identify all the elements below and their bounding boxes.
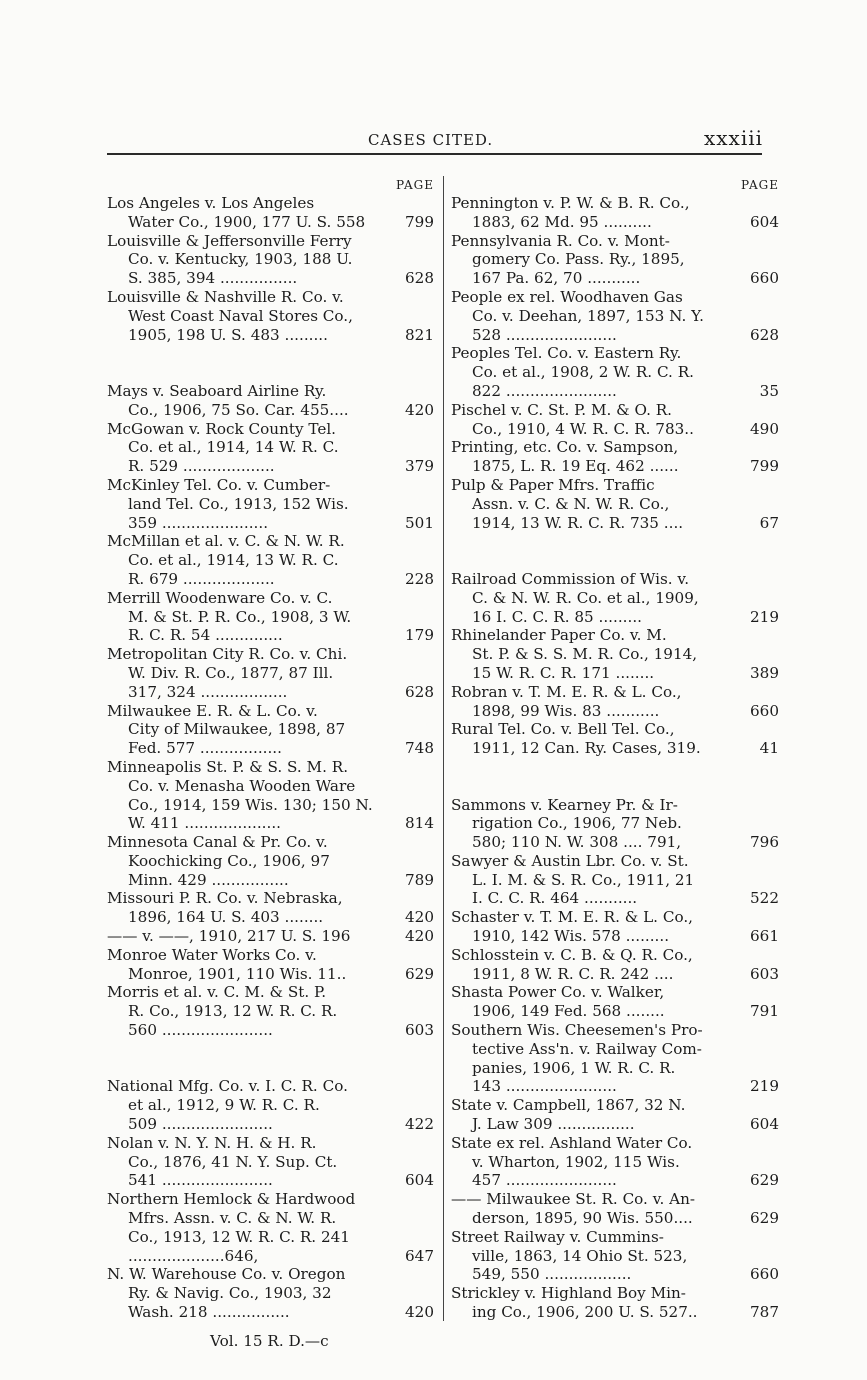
case-citation-line	[107, 1096, 438, 1115]
case-citation-line	[107, 833, 438, 852]
page-reference: 35	[759, 381, 779, 400]
page-reference: 219	[750, 1077, 779, 1096]
case-citation-line	[107, 720, 438, 739]
citation-text: 317, 324 ..................	[128, 682, 288, 701]
citation-text: Water Co., 1900, 177 U. S. 558	[128, 212, 366, 231]
case-citation-line	[451, 1059, 779, 1078]
page-reference: 629	[750, 1209, 779, 1228]
case-citation-line	[107, 1134, 438, 1153]
citation-text: land Tel. Co., 1913, 152 Wis.	[128, 494, 349, 513]
case-citation-line	[451, 514, 779, 533]
page-reference: 604	[750, 1115, 779, 1134]
page-reference: 660	[750, 701, 779, 720]
page-reference: 821	[405, 325, 434, 344]
citation-text: Wash. 218 ................	[128, 1303, 290, 1322]
citation-text: Louisville & Nashville R. Co. v.	[107, 287, 344, 306]
case-citation-line	[107, 608, 438, 627]
citation-text: W. 411 ....................	[128, 814, 281, 833]
page-reference: 604	[750, 212, 779, 231]
case-citation-line	[451, 908, 779, 927]
case-citation-line	[107, 1303, 438, 1322]
letter-section-gap	[107, 344, 438, 382]
citation-text: rigation Co., 1906, 77 Neb.	[472, 814, 682, 833]
citation-text: Shasta Power Co. v. Walker,	[451, 983, 665, 1002]
citation-text: —— Milwaukee St. R. Co. v. An-	[451, 1190, 696, 1209]
case-citation-line	[107, 476, 438, 495]
citation-text: 1898, 99 Wis. 83 ...........	[472, 701, 660, 720]
case-citation-line	[451, 420, 779, 439]
citation-text: Printing, etc. Co. v. Sampson,	[451, 438, 679, 457]
case-citation-line	[107, 1021, 438, 1040]
citation-text: Sawyer & Austin Lbr. Co. v. St.	[451, 851, 689, 870]
citation-text: S. 385, 394 ................	[128, 269, 298, 288]
citation-text: L. I. M. & S. R. Co., 1911, 21	[472, 870, 695, 889]
page-number: xxxiii	[704, 126, 764, 150]
case-citation-line	[451, 664, 779, 683]
page-reference: 522	[750, 889, 779, 908]
page-reference: 420	[405, 927, 434, 946]
page-reference: 41	[759, 739, 779, 758]
case-citation-line	[451, 1021, 779, 1040]
case-citation-line	[107, 401, 438, 420]
case-citation-line	[107, 288, 438, 307]
citation-text: McKinley Tel. Co. v. Cumber-	[107, 475, 331, 494]
letter-section-gap	[451, 532, 779, 570]
case-citation-line	[451, 589, 779, 608]
citation-text: 457 .......................	[472, 1171, 617, 1190]
page-reference: 660	[750, 269, 779, 288]
column-divider	[443, 176, 444, 1321]
case-citation-line	[107, 420, 438, 439]
page-reference: 490	[750, 419, 779, 438]
page-reference: 179	[405, 626, 434, 645]
citation-text: Co., 1913, 12 W. R. C. R. 241	[128, 1227, 350, 1246]
letter-section-gap	[451, 758, 779, 796]
case-citation-line	[451, 307, 779, 326]
citation-text: Missouri P. R. Co. v. Nebraska,	[107, 889, 343, 908]
page-reference: 389	[750, 663, 779, 682]
citation-text: 580; 110 N. W. 308 .... 791,	[472, 833, 682, 852]
case-citation-line	[451, 476, 779, 495]
citation-text: 528 .......................	[472, 325, 617, 344]
citation-text: Los Angeles v. Los Angeles	[107, 194, 315, 212]
letter-section-gap	[107, 1040, 438, 1078]
case-citation-line	[451, 702, 779, 721]
citation-text: ing Co., 1906, 200 U. S. 527..	[472, 1303, 698, 1322]
case-citation-line	[451, 1209, 779, 1228]
running-head-title: CASES CITED.	[368, 131, 494, 149]
case-citation-line	[107, 814, 438, 833]
page-reference: 796	[750, 833, 779, 852]
page-reference: 791	[750, 1002, 779, 1021]
citation-text: 1906, 149 Fed. 568 ........	[472, 1002, 665, 1021]
citation-text: ....................646,	[128, 1246, 259, 1265]
citation-text: Schlosstein v. C. B. & Q. R. Co.,	[451, 945, 693, 964]
page-reference: 603	[750, 964, 779, 983]
page-column-label: PAGE	[396, 178, 434, 192]
page-reference: 787	[750, 1303, 779, 1322]
citation-text: Railroad Commission of Wis. v.	[451, 569, 690, 588]
case-citation-line	[107, 664, 438, 683]
case-citation-line	[451, 852, 779, 871]
case-citation-line	[107, 1284, 438, 1303]
citation-text: v. Wharton, 1902, 115 Wis.	[472, 1152, 680, 1171]
case-citation-line	[451, 796, 779, 815]
citation-text: West Coast Naval Stores Co.,	[128, 306, 353, 325]
citation-text: R. 679 ...................	[128, 569, 275, 588]
case-citation-line	[107, 438, 438, 457]
page-reference: 604	[405, 1171, 434, 1190]
case-citation-line	[107, 514, 438, 533]
citation-text: Metropolitan City R. Co. v. Chi.	[107, 645, 348, 664]
case-citation-line	[107, 702, 438, 721]
case-citation-line	[451, 1002, 779, 1021]
citation-text: Schaster v. T. M. E. R. & L. Co.,	[451, 908, 693, 927]
citation-text: 822 .......................	[472, 381, 617, 400]
citation-text: Co., 1906, 75 So. Car. 455....	[128, 400, 349, 419]
citation-text: Southern Wis. Cheesemen's Pro-	[451, 1021, 703, 1040]
citation-text: Pennington v. P. W. & B. R. Co.,	[451, 194, 690, 212]
citation-text: Ry. & Navig. Co., 1903, 32	[128, 1284, 332, 1303]
citation-text: 549, 550 ..................	[472, 1265, 632, 1284]
case-citation-line	[107, 758, 438, 777]
case-citation-line	[451, 457, 779, 476]
page-reference: 603	[405, 1021, 434, 1040]
case-citation-line	[451, 363, 779, 382]
case-citation-line	[451, 1228, 779, 1247]
citation-text: 1910, 142 Wis. 578 .........	[472, 927, 670, 946]
page-reference: 748	[405, 739, 434, 758]
citation-text: Louisville & Jeffersonville Ferry	[107, 231, 352, 250]
header-rule	[107, 153, 762, 155]
citation-text: Co., 1876, 41 N. Y. Sup. Ct.	[128, 1152, 338, 1171]
citation-text: 143 .......................	[472, 1077, 617, 1096]
citation-text: People ex rel. Woodhaven Gas	[451, 287, 683, 306]
citation-text: —— v. ——, 1910, 217 U. S. 196	[107, 927, 351, 946]
case-citation-line	[107, 551, 438, 570]
case-citation-line	[107, 307, 438, 326]
citation-text: Rhinelander Paper Co. v. M.	[451, 626, 667, 645]
citation-text: Merrill Woodenware Co. v. C.	[107, 588, 333, 607]
case-citation-line	[451, 213, 779, 232]
page-reference: 228	[405, 569, 434, 588]
case-citation-line	[107, 983, 438, 1002]
citation-text: 560 .......................	[128, 1021, 273, 1040]
citation-text: Co. et al., 1908, 2 W. R. C. R.	[472, 363, 694, 382]
page-reference: 629	[750, 1171, 779, 1190]
case-citation-line	[107, 1115, 438, 1134]
citation-text: Sammons v. Kearney Pr. & Ir-	[451, 795, 678, 814]
citation-text: Milwaukee E. R. & L. Co. v.	[107, 701, 318, 720]
citation-text: ville, 1863, 14 Ohio St. 523,	[472, 1246, 688, 1265]
case-citation-line	[451, 269, 779, 288]
case-citation-line	[107, 1077, 438, 1096]
case-citation-line	[451, 194, 779, 213]
citation-text: McGowan v. Rock County Tel.	[107, 419, 337, 438]
citation-text: Co. et al., 1914, 13 W. R. C.	[128, 551, 339, 570]
citation-text: Robran v. T. M. E. R. & L. Co.,	[451, 682, 682, 701]
page-reference: 420	[405, 1303, 434, 1322]
citation-text: W. Div. R. Co., 1877, 87 Ill.	[128, 663, 334, 682]
case-citation-line	[451, 720, 779, 739]
citation-text: 1911, 8 W. R. C. R. 242 ....	[472, 964, 674, 983]
page-reference: 814	[405, 814, 434, 833]
case-citation-line	[451, 608, 779, 627]
case-citation-line	[451, 288, 779, 307]
case-citation-line	[107, 1228, 438, 1247]
citation-text: Street Railway v. Cummins-	[451, 1227, 664, 1246]
citation-text: derson, 1895, 90 Wis. 550....	[472, 1209, 693, 1228]
page-reference: 422	[405, 1115, 434, 1134]
citation-text: McMillan et al. v. C. & N. W. R.	[107, 532, 345, 551]
case-citation-line	[107, 1190, 438, 1209]
case-citation-line	[451, 871, 779, 890]
case-citation-line	[451, 344, 779, 363]
case-citation-line	[451, 570, 779, 589]
citation-text: State ex rel. Ashland Water Co.	[451, 1133, 693, 1152]
case-citation-line	[451, 1247, 779, 1266]
case-citation-line	[451, 401, 779, 420]
citation-text: Mfrs. Assn. v. C. & N. W. R.	[128, 1209, 337, 1228]
case-citation-line	[451, 739, 779, 758]
case-citation-line	[451, 1303, 779, 1322]
citation-text: Pischel v. C. St. P. M. & O. R.	[451, 400, 672, 419]
case-citation-line	[107, 1002, 438, 1021]
citation-text: Co. v. Deehan, 1897, 153 N. Y.	[472, 306, 704, 325]
page-column-label: PAGE	[741, 178, 779, 192]
case-citation-line	[107, 269, 438, 288]
signature-mark: Vol. 15 R. D.—c	[210, 1332, 329, 1350]
citation-text: Co. et al., 1914, 14 W. R. C.	[128, 438, 339, 457]
citation-text: R. Co., 1913, 12 W. R. C. R.	[128, 1002, 338, 1021]
case-citation-line	[451, 1265, 779, 1284]
case-citation-line	[107, 382, 438, 401]
case-citation-line	[107, 194, 438, 213]
citation-text: 1914, 13 W. R. C. R. 735 ....	[472, 513, 684, 532]
case-citation-line	[107, 946, 438, 965]
case-citation-line	[451, 1171, 779, 1190]
citation-text: N. W. Warehouse Co. v. Oregon	[107, 1265, 346, 1284]
citation-text: Minn. 429 ................	[128, 870, 289, 889]
case-citation-line	[451, 889, 779, 908]
case-citation-line	[451, 382, 779, 401]
citation-text: C. & N. W. R. Co. et al., 1909,	[472, 588, 699, 607]
case-citation-line	[107, 1153, 438, 1172]
citation-text: gomery Co. Pass. Ry., 1895,	[472, 250, 685, 269]
page-reference: 628	[750, 325, 779, 344]
case-citation-line	[107, 1209, 438, 1228]
case-citation-line	[107, 326, 438, 345]
case-citation-line	[107, 232, 438, 251]
citation-text: Pulp & Paper Mfrs. Traffic	[451, 475, 655, 494]
case-citation-line	[107, 457, 438, 476]
case-citation-line	[451, 438, 779, 457]
citation-text: Koochicking Co., 1906, 97	[128, 851, 330, 870]
case-citation-line	[107, 739, 438, 758]
case-citation-line	[107, 852, 438, 871]
page-reference: 420	[405, 908, 434, 927]
case-citation-line	[107, 889, 438, 908]
case-citation-line	[107, 796, 438, 815]
page-reference: 661	[750, 927, 779, 946]
case-citation-line	[451, 965, 779, 984]
citation-text: 15 W. R. C. R. 171 ........	[472, 663, 655, 682]
citation-text: Assn. v. C. & N. W. R. Co.,	[472, 494, 670, 513]
citation-text: R. 529 ...................	[128, 457, 275, 476]
page-reference: 628	[405, 682, 434, 701]
citation-text: Minnesota Canal & Pr. Co. v.	[107, 833, 328, 852]
case-citation-line	[107, 250, 438, 269]
case-citation-line	[107, 495, 438, 514]
case-citation-line	[451, 1134, 779, 1153]
citation-text: R. C. R. 54 ..............	[128, 626, 283, 645]
citation-text: M. & St. P. R. Co., 1908, 3 W.	[128, 607, 352, 626]
case-citation-line	[451, 626, 779, 645]
right-column	[451, 176, 779, 1322]
citation-text: National Mfg. Co. v. I. C. R. Co.	[107, 1077, 348, 1096]
citation-text: 509 .......................	[128, 1115, 273, 1134]
case-citation-line	[451, 1190, 779, 1209]
case-citation-line	[107, 965, 438, 984]
case-citation-line	[451, 833, 779, 852]
citation-text: Pennsylvania R. Co. v. Mont-	[451, 231, 670, 250]
case-citation-line	[107, 871, 438, 890]
case-citation-line	[107, 1247, 438, 1266]
case-citation-line	[451, 250, 779, 269]
case-citation-line	[451, 1115, 779, 1134]
citation-text: 167 Pa. 62, 70 ...........	[472, 269, 641, 288]
case-citation-line	[107, 683, 438, 702]
case-citation-line	[107, 927, 438, 946]
citation-text: 1911, 12 Can. Ry. Cases, 319.	[472, 739, 701, 758]
page-reference: 628	[405, 269, 434, 288]
case-citation-line	[451, 927, 779, 946]
case-citation-line	[451, 1040, 779, 1059]
page-reference: 629	[405, 964, 434, 983]
case-citation-line	[451, 1077, 779, 1096]
page-reference: 67	[759, 513, 779, 532]
page-reference: 789	[405, 870, 434, 889]
page-reference: 379	[405, 457, 434, 476]
citation-text: City of Milwaukee, 1898, 87	[128, 720, 346, 739]
case-citation-line	[451, 1153, 779, 1172]
citation-text: Monroe Water Works Co. v.	[107, 945, 317, 964]
case-citation-line	[451, 495, 779, 514]
citation-text: Co. v. Kentucky, 1903, 188 U.	[128, 250, 353, 269]
citation-text: Co. v. Menasha Wooden Ware	[128, 776, 356, 795]
citation-text: Minneapolis St. P. & S. S. M. R.	[107, 757, 349, 776]
citation-text: 16 I. C. C. R. 85 .........	[472, 607, 642, 626]
citation-text: Monroe, 1901, 110 Wis. 11..	[128, 964, 347, 983]
citation-text: Co., 1914, 159 Wis. 130; 150 N.	[128, 795, 373, 814]
citation-text: tective Ass'n. v. Railway Com-	[472, 1039, 702, 1058]
page-reference: 501	[405, 513, 434, 532]
citation-text: panies, 1906, 1 W. R. C. R.	[472, 1058, 676, 1077]
citation-text: Co., 1910, 4 W. R. C. R. 783..	[472, 419, 694, 438]
case-citation-line	[107, 213, 438, 232]
citation-text: St. P. & S. S. M. R. Co., 1914,	[472, 645, 698, 664]
case-citation-line	[451, 326, 779, 345]
citation-text: 541 .......................	[128, 1171, 273, 1190]
case-citation-line	[107, 1171, 438, 1190]
citation-text: J. Law 309 ................	[472, 1115, 635, 1134]
case-citation-line	[451, 814, 779, 833]
page-reference: 420	[405, 400, 434, 419]
case-citation-line	[451, 645, 779, 664]
citation-text: 1883, 62 Md. 95 ..........	[472, 212, 652, 231]
case-citation-line	[107, 645, 438, 664]
case-citation-line	[107, 589, 438, 608]
page-reference: 799	[750, 457, 779, 476]
case-citation-line	[107, 1265, 438, 1284]
citation-text: Northern Hemlock & Hardwood	[107, 1190, 356, 1209]
citation-text: State v. Campbell, 1867, 32 N.	[451, 1096, 686, 1115]
citation-text: Peoples Tel. Co. v. Eastern Ry.	[451, 344, 682, 363]
page-reference: 647	[405, 1246, 434, 1265]
case-citation-line	[451, 232, 779, 251]
case-citation-line	[107, 626, 438, 645]
citation-text: 1875, L. R. 19 Eq. 462 ......	[472, 457, 679, 476]
page-reference: 219	[750, 607, 779, 626]
case-citation-line	[451, 946, 779, 965]
case-citation-line	[451, 1284, 779, 1303]
citation-text: 1896, 164 U. S. 403 ........	[128, 908, 324, 927]
citation-text: Rural Tel. Co. v. Bell Tel. Co.,	[451, 720, 675, 739]
citation-text: Mays v. Seaboard Airline Ry.	[107, 381, 327, 400]
citation-text: 359 ......................	[128, 513, 269, 532]
citation-text: Nolan v. N. Y. N. H. & H. R.	[107, 1133, 317, 1152]
citation-text: Strickley v. Highland Boy Min-	[451, 1284, 686, 1303]
citation-text: I. C. C. R. 464 ...........	[472, 889, 638, 908]
page-reference: 660	[750, 1265, 779, 1284]
citation-text: Fed. 577 .................	[128, 739, 282, 758]
case-citation-line	[451, 683, 779, 702]
left-column	[107, 176, 438, 1322]
case-citation-line	[451, 983, 779, 1002]
case-citation-line	[107, 532, 438, 551]
page-reference: 799	[405, 212, 434, 231]
citation-text: et al., 1912, 9 W. R. C. R.	[128, 1096, 320, 1115]
case-citation-line	[107, 777, 438, 796]
citation-text: 1905, 198 U. S. 483 .........	[128, 325, 328, 344]
case-citation-line	[107, 908, 438, 927]
citation-text: Morris et al. v. C. M. & St. P.	[107, 983, 327, 1002]
case-citation-line	[107, 570, 438, 589]
case-citation-line	[451, 1096, 779, 1115]
